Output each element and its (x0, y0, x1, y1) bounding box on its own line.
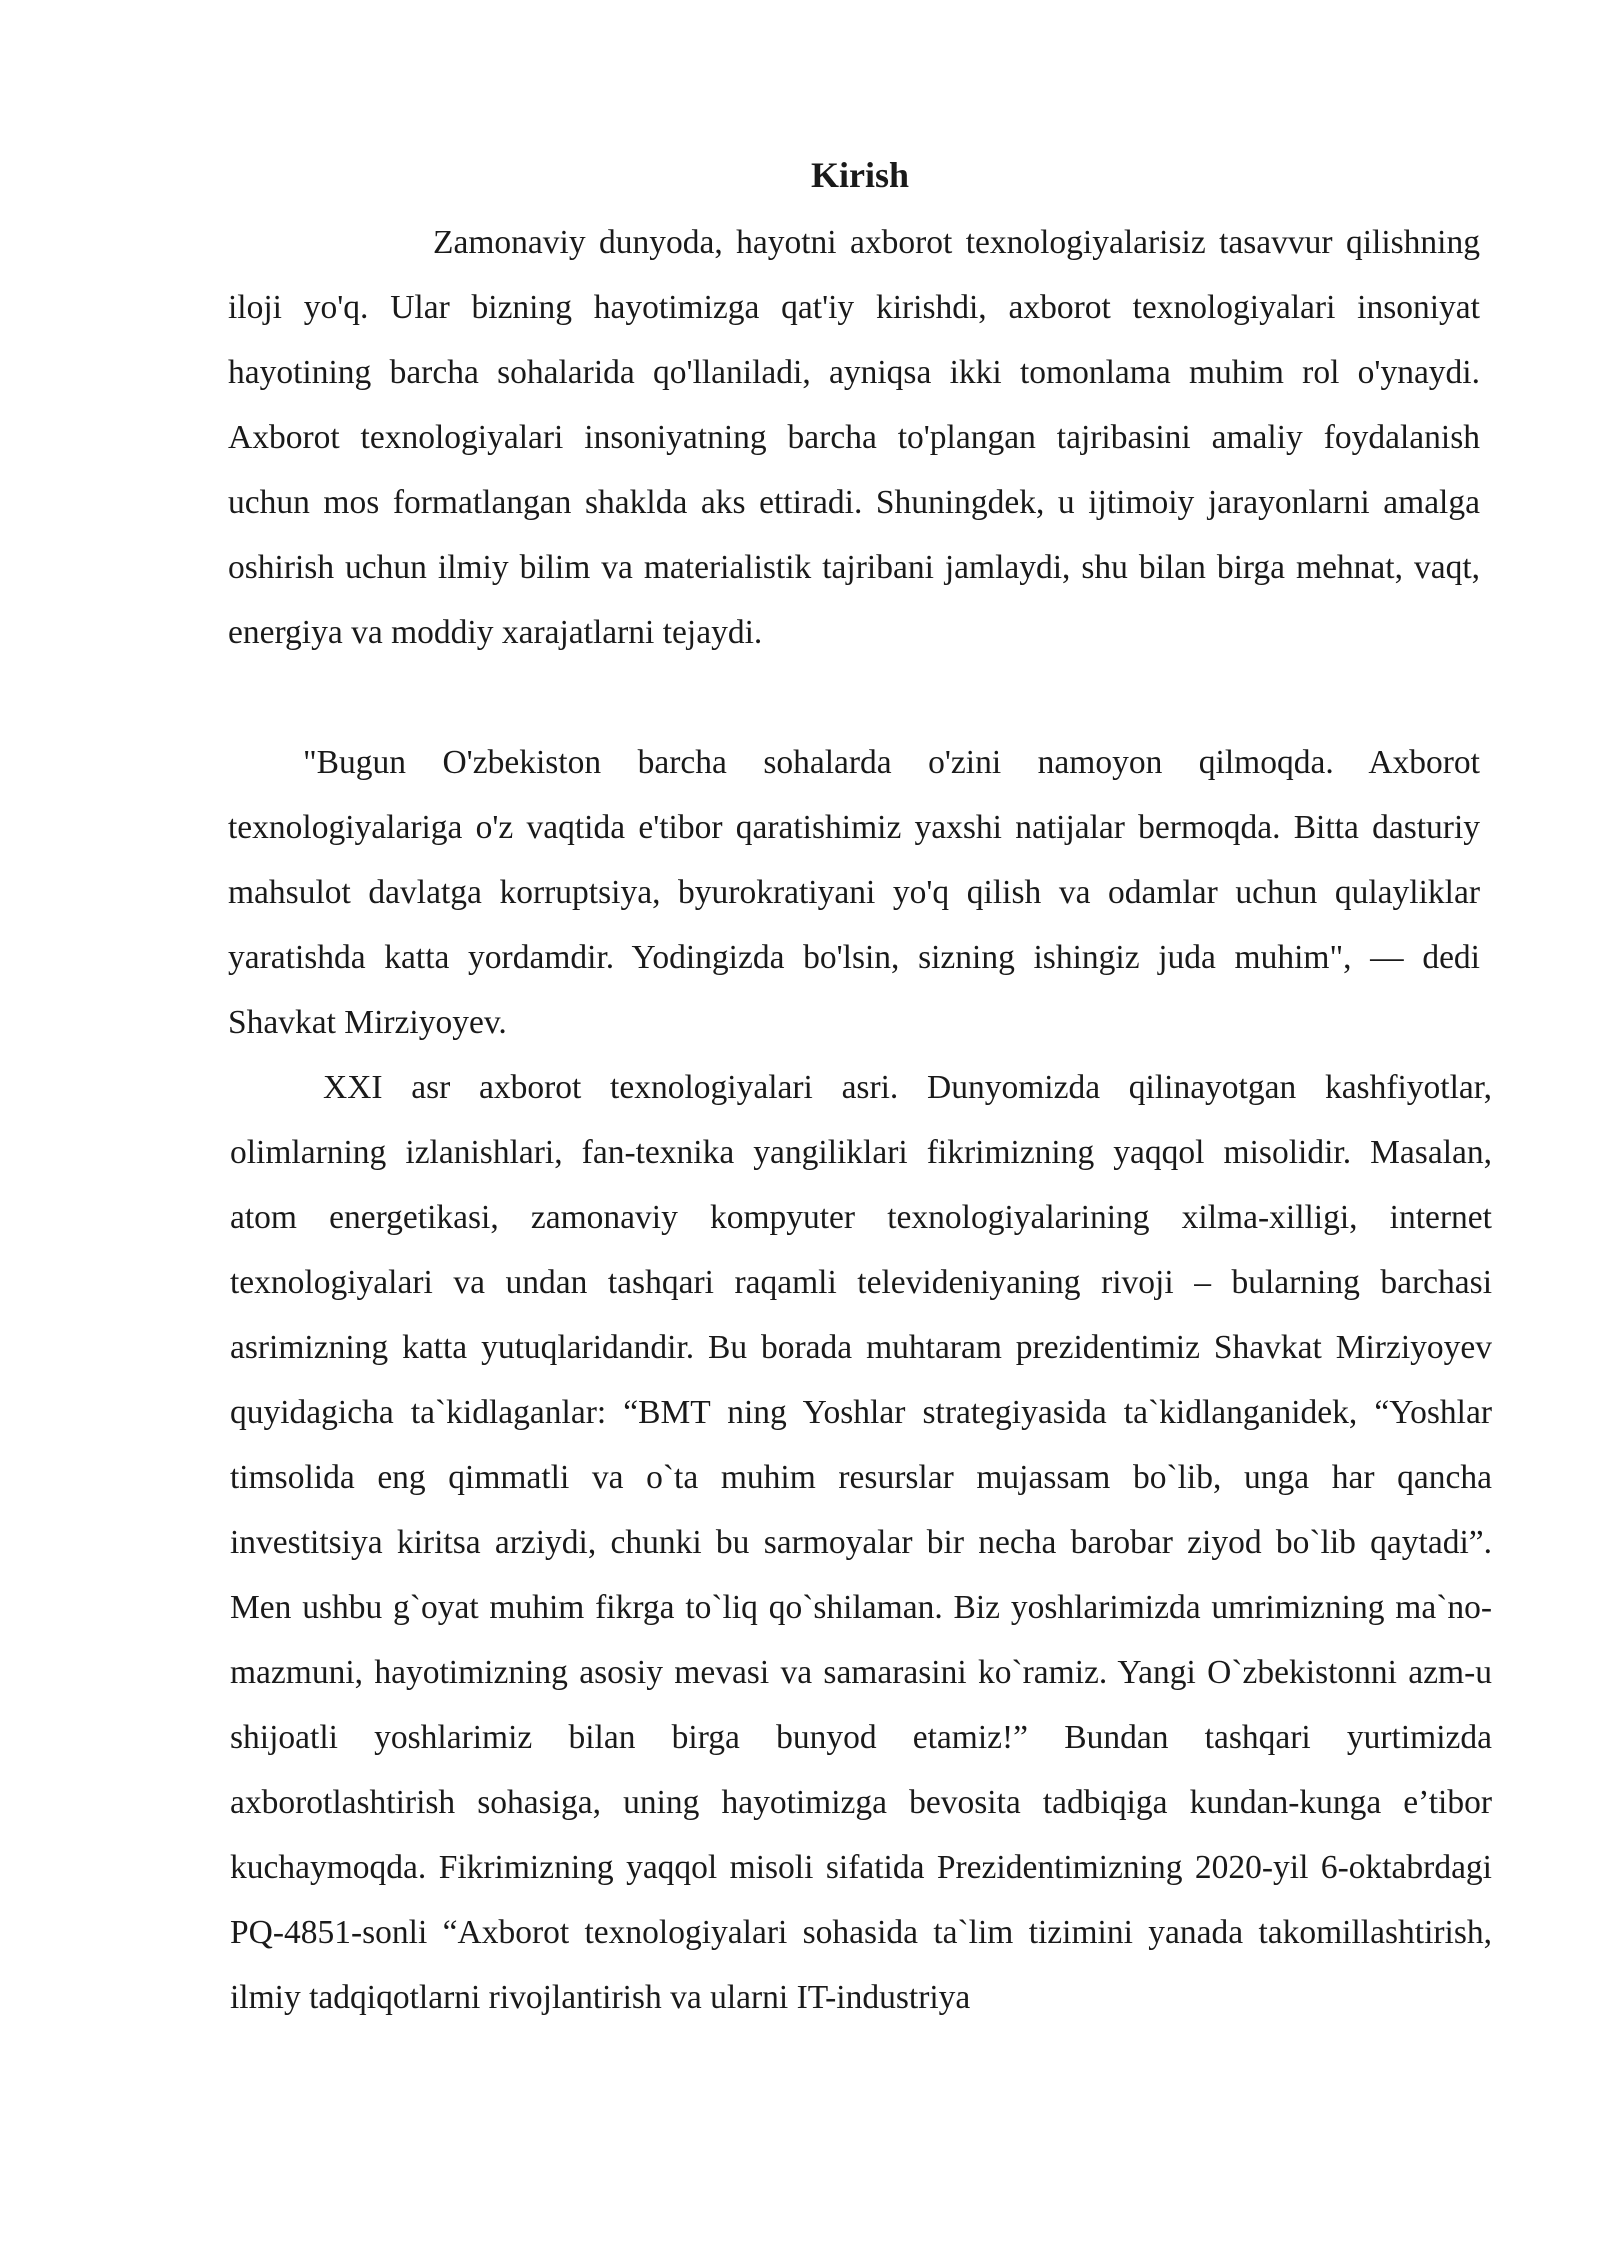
section-title: Kirish (810, 155, 909, 195)
paragraph-quote: "Bugun O'zbekiston barcha sohalarda o'zini namoyon qilmoqda. Axborot texnologiyalariga o'z vaqtida e'tibor qaratishimiz yaxshi natijalar bermoqda. Bitta dasturiy mahsulot davlatga korruptsiya, byurokratiyani yo'q qilish va odamlar uchun qulayliklar yaratishda katta yordamdir. Yodingizda bo'lsin, sizning ishingiz juda muhim", — dedi Shavkat Mirziyoyev. (228, 744, 1480, 1041)
paragraph-xxi-century: XXI asr axborot texnologiyalari asri. Dunyomizda qilinayotgan kashfiyotlar, olimlarning izlanishlari, fan-texnika yangiliklari fikrimizning yaqqol misolidir. Masalan, atom energetikasi, zamonaviy kompyuter texnologiyalarining xilma-xilligi, internet texnologiyalari va undan tashqari raqamli televideniyaning rivoji – bularning barchasi asrimizning katta yutuqlaridandir. Bu borada muhtaram prezidentimiz Shavkat Mirziyoyev quyidagicha ta`kidlaganlar: “BMT ning Yoshlar strategiyasida ta`kidlanganidek, “Yoshlar timsolida eng qimmatli va o`ta muhim resurslar mujassam bo`lib, unga har qancha investitsiya kiritsa arziydi, chunki bu sarmoyalar bir necha barobar ziyod bo`lib qaytadi”. Men ushbu g`oyat muhim fikrga to`liq qo`shilaman. Biz yoshlarimizda umrimizning ma`no-mazmuni, hayotimizning asosiy mevasi va samarasini ko`ramiz. Yangi O`zbekistonni azm-u shijoatli yoshlarimiz bilan birga bunyod etamiz!” Bundan tashqari yurtimizda axborotlashtirish sohasiga, uning hayotimizga bevosita tadbiqiga kundan-kunga e’tibor kuchaymoqda. Fikrimizning yaqqol misoli sifatida Prezidentimizning 2020-yil 6-oktabrdagi PQ-4851-sonli “Axborot texnologiyalari sohasida ta`lim tizimini yanada takomillashtirish, ilmiy tadqiqotlarni rivojlantirish va ularni IT-industriya (230, 1069, 1492, 2016)
paragraph-intro: Zamonaviy dunyoda, hayotni axborot texnologiyalarisiz tasavvur qilishning iloji yo'q. Ular bizning hayotimizga qat'iy kirishdi, axborot texnologiyalari insoniyat hayotining barcha sohalarida qo'llaniladi, ayniqsa ikki tomonlama muhim rol o'ynaydi. Axborot texnologiyalari insoniyatning barcha to'plangan tajribasini amaliy foydalanish uchun mos formatlangan shaklda aks ettiradi. Shuningdek, u ijtimoiy jarayonlarni amalga oshirish uchun ilmiy bilim va materialistik tajribani jamlaydi, shu bilan birga mehnat, vaqt, energiya va moddiy xarajatlarni tejaydi. (228, 224, 1480, 651)
